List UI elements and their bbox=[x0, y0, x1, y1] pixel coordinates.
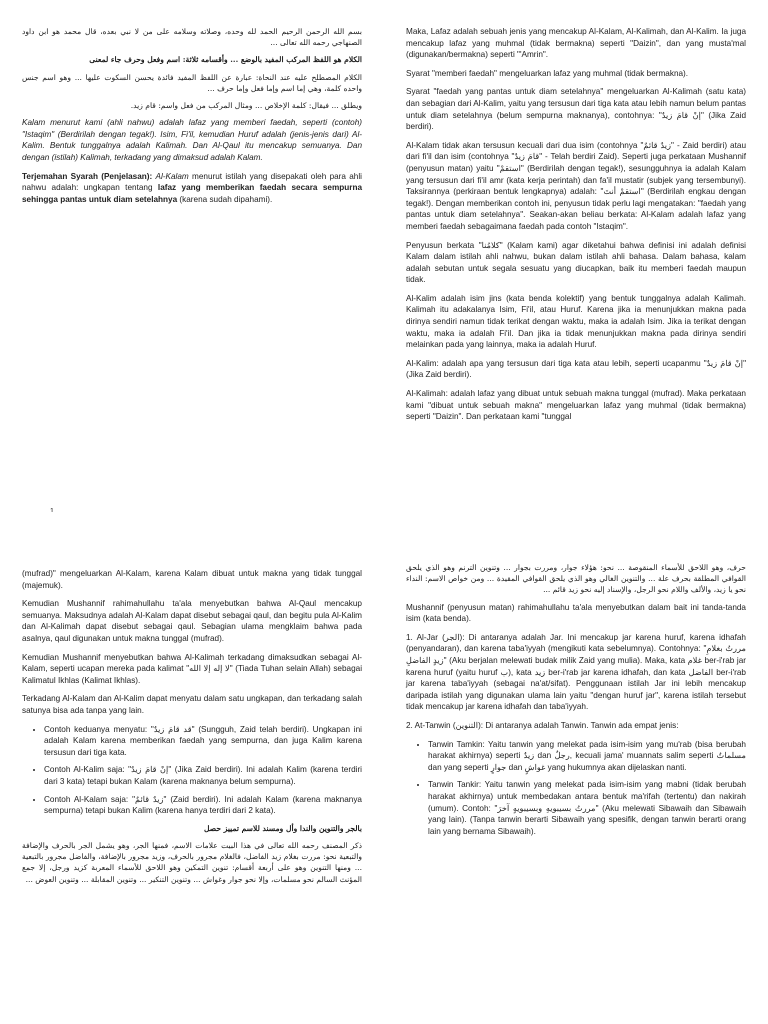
page-4-content bbox=[406, 562, 746, 843]
paragraph-tanda-isim: Mushannif (penyusun matan) rahimahullahu ta'ala menyebutkan dalam bait ini tanda-tanda isim (kata benda). bbox=[406, 602, 746, 624]
page-number: 1 bbox=[50, 508, 54, 512]
arabic-verse: بالجر والتنوين والندا وأل ومسند للاسم تمييز حصل bbox=[204, 823, 362, 833]
tanwin-list bbox=[406, 739, 746, 838]
translation-paragraph: Kalam menurut kami (ahli nahwu) adalah lafaz yang memberi faedah, seperti (contoh) "Istaqim" (Berdirilah dengan tegak!). Isim, Fi'il, kemudian Huruf adalah (jenis-jenis dari) Al-Kalim. Bentuk tunggalnya adalah Kalimah. Dan Al-Qaul itu mencakup semuanya. Dan dengan (istilah) Kalimah, terkadang yang dimaksud adalah Kalam. bbox=[22, 118, 362, 162]
arabic-body: الكلام المصطلح عليه عند النحاة: عبارة عن اللفظ المفيد فائدة يحسن السكوت عليها ... وهو اسم جنس واحده كلمة، وهي إما اسم وإما فعل وإما حرف ... bbox=[22, 72, 362, 93]
paragraph-al-jar: 1. Al-Jar (الجر): Di antaranya adalah Jar. Ini mencakup jar karena huruf, karena idhafah (penyandaran), dan karena taba'iyyah (mengikuti kata sebelumnya). Contohnya: "مررتُ بغلامِ زيدٍ الفاضلِ" (Aku berjalan melewati budak milik Zaid yang mulia). Maka, kata غلام ber-i'rab jar karena huruf (yaitu huruf ب), kata زيد ber-i'rab jar karena idhafah, dan kata الفاضل ber-i'rab jar karena taba'iyyah (sebagai na'at/sifat). Penggunaan istilah Jar ini lebih mencakup daripada istilah yang digunakan ulama lain yaitu "dengan huruf jar", karena istilah tersebut tidak mencakup jar karena idhafah dan taba'iyyah. bbox=[406, 632, 746, 712]
list-item: • Contoh Al-Kalim saja: "إنْ قامَ زيدٌ" (Jika Zaid berdiri). Ini adalah Kalim (karena terdiri dari 3 kata) tetapi bukan Kalam (karena maknanya belum sempurna). bbox=[44, 764, 362, 787]
paragraph-alqaul: Kemudian Mushannif rahimahullahu ta'ala menyebutkan bahwa Al-Qaul mencakup semuanya. Maksudnya adalah Al-Kalam dapat disebut sebagai qaul, dan begitu pula Al-Kalim dan Al-Kalimah dapat disebut sebagai qaul. Sebagian ulama mengklaim bahwa pada asalnya, qaul digunakan untuk makna tunggal (mufrad). bbox=[22, 599, 362, 643]
paragraph-at-tanwin: 2. At-Tanwin (التنوين): Di antaranya adalah Tanwin. Tanwin ada empat jenis: bbox=[406, 720, 679, 730]
paragraph-menyatu: Terkadang Al-Kalam dan Al-Kalim dapat menyatu dalam satu ungkapan, dan terkadang salah satunya bisa ada tanpa yang lain. bbox=[22, 694, 362, 715]
arabic-intro: بسم الله الرحمن الرحيم الحمد لله وحده، وصلاته وسلامه على من لا نبي بعده، قال محمد هو ابن داود الصنهاجي رحمه الله تعالى ... bbox=[22, 27, 362, 48]
paragraph-kalamuna: Penyusun berkata "كلامُنا" (Kalam kami) agar diketahui bahwa definisi ini adalah definisi Kalam dalam istilah ahli nahwu, bukan dalam istilah ahli bahasa. Dalam bahasa, kalam adalah sebutan untuk segala sesuatu yang diucapkan, baik itu memberi faedah maupun tidak. bbox=[406, 240, 746, 285]
page-2 bbox=[384, 0, 768, 512]
paragraph-kalam: Al-Kalam tidak akan tersusun kecuali dari dua isim (contohnya "زيدٌ قائمٌ" - Zaid berdiri) atau dari fi'il dan isim (contohnya "قامَ زيدٌ" - Telah berdiri Zaid). Seperti juga perkataan Mushannif (penyusun matan) yaitu "استقمْ" (Berdirilah dengan tegak!), sesungguhnya ia adalah Kalam yang tersusun dari fi'il amr (kata kerja perintah) dan fa'il mustatir (subjek yang tersembunyi). Taksirannya (perkiraan bentuk lengkapnya) adalah: "استقمْ أنتَ" (Berdirilah engkau dengan tegak!). Dengan memberikan contoh ini, penyusun tidak perlu lagi mengatakan: "faedah yang pantas untuk diam setelahnya". Seakan-akan beliau berkata: Al-Kalam adalah lafaz yang memberi faedah sebagaimana faedah pada contoh "Istaqim". bbox=[406, 140, 746, 231]
arabic-heading: الكلام هو اللفظ المركب المفيد بالوضع ... وأقسامه ثلاثة: اسم وفعل وحرف جاء لمعنى bbox=[89, 55, 362, 65]
example-list bbox=[22, 724, 362, 817]
page-1-content bbox=[22, 26, 362, 212]
syarah-paragraph bbox=[22, 171, 362, 206]
syarah-term: Al-Kalam bbox=[155, 171, 189, 181]
paragraph-alkalim-def: Al-Kalim: adalah apa yang tersusun dari tiga kata atau lebih, seperti ucapanmu "إنْ قامَ زيدٌ" (Jika Zaid berdiri). bbox=[406, 358, 746, 380]
syarah-definition: lafaz yang memberikan faedah secara sempurna sehingga pantas untuk diam setelahnya bbox=[22, 183, 362, 204]
list-item: • Contoh keduanya menyatu: "قد قامَ زيدٌ" (Sungguh, Zaid telah berdiri). Ungkapan ini adalah Kalam karena memberikan faedah yang sempurna, dan juga Kalim karena tersusun dari tiga kata. bbox=[44, 724, 362, 759]
list-item: • Tanwin Tankir: Yaitu tanwin yang melekat pada isim-isim yang mabni (tidak berubah harakat akhirnya) untuk membedakan antara bentuk ma'rifah (tertentu) dan nakirah (umum). Contoh: "مررتُ بسيبويهِ وبسيبويهٍ آخرَ" (Aku melewati Sibawaih dan Sibawaih yang lain). (Tanpa tanwin berarti Sibawaih yang spesifik, dengan tanwin berarti orang lain yang bernama Sibawaih). bbox=[428, 779, 746, 837]
arabic-commentary: ذكر المصنف رحمه الله تعالى في هذا البيت علامات الاسم، فمنها الجر، وهو يشمل الجر بالحرف والإضافة والتبعية نحو: مررت بغلام زيد الفاضل، فالغلام مجرور بالحرف، وزيد مجرور بالإضافة، والفاضل مجرور بالتبعية ... ومنها التنوين وهو على أربعة أقسام: تنوين التمكين وهو اللاحق للأسماء المعربة كزيد ورجل، إلا جمع المؤنث السالم نحو مسلمات، وإلا نحو جوار وغواش ... وتنوين التنكير ... وتنوين المقابلة ... وتنوين العوض ... bbox=[22, 840, 362, 884]
page-3-content bbox=[22, 568, 362, 891]
paragraph-mufrad: (mufrad)" mengeluarkan Al-Kalam, karena Kalam dibuat untuk makna yang tidak tunggal (majemuk). bbox=[22, 569, 362, 590]
list-item: • Contoh Al-Kalam saja: "زيدٌ قائمٌ" (Zaid berdiri). Ini adalah Kalam (karena maknanya sempurna) tetapi bukan Kalim (karena hanya terdiri dari 2 kata). bbox=[44, 794, 362, 817]
paragraph-alkalimah: Al-Kalimah: adalah lafaz yang dibuat untuk sebuah makna tunggal (mufrad). Maka perkataan kami "dibuat untuk sebuah makna" mengeluarkan lafaz yang muhmal (tidak bermakna) seperti "Daizin". Dan perkataan kami "tunggal bbox=[406, 389, 746, 422]
page-3 bbox=[0, 512, 384, 1024]
paragraph-kalimah: Kemudian Mushannif menyebutkan bahwa Al-Kalimah terkadang dimaksudkan sebagai Al-Kalam, seperti ucapan mereka pada kalimat "لا إله إلا الله" (Tiada Tuhan selain Allah) sebagai Kalimatul Ikhlas (Kalimat Ikhlas). bbox=[22, 652, 363, 685]
arabic-end: ويطلق ... فيقال: كلمة الإخلاص ... ومثال المركب من فعل واسم: قام زيد. bbox=[130, 101, 362, 111]
syarah-end: (karena sudah dipahami). bbox=[177, 194, 273, 204]
list-item: • Tanwin Tamkin: Yaitu tanwin yang melekat pada isim-isim yang mu'rab (bisa berubah harakat akhirnya) seperti زيدٌ dan رجلٌ, kecuali jama' muannats salim seperti مسلماتٌ dan yang seperti جوارٍ dan غواشٍ yang hukumnya akan dijelaskan nanti. bbox=[428, 739, 746, 774]
paragraph-faedah: Syarat "memberi faedah" mengeluarkan lafaz yang muhmal (tidak bermakna). bbox=[406, 68, 689, 78]
page-2-content bbox=[406, 26, 746, 430]
page-1 bbox=[0, 0, 384, 512]
paragraph-lafaz: Maka, Lafaz adalah sebuah jenis yang mencakup Al-Kalam, Al-Kalimah, dan Al-Kalim. Ia juga mencakup lafaz yang muhmal (tidak bermakna) seperti "Daizin", dan yang musta'mal (digunakan/bermakna) seperti "'Amrin". bbox=[406, 27, 746, 60]
paragraph-alkalim: Al-Kalim adalah isim jins (kata benda kolektif) yang bentuk tunggalnya adalah Kalimah. Kalimah itu adakalanya Isim, Fi'il, atau Huruf. Karena jika ia menunjukkan makna pada dirinya sendiri namun tidak terikat dengan waktu, maka ia adalah Isim. Jika ia terikat dengan waktu, maka ia adalah Fi'il. Dan jika ia tidak menunjukkan makna pada dirinya sendiri melainkan pada yang lainnya, maka ia adalah Huruf. bbox=[406, 293, 746, 350]
page-4 bbox=[384, 512, 768, 1024]
arabic-commentary-top: حرف، وهو اللاحق للأسماء المنقوصة ... نحو: هؤلاء جوار، ومررت بجوار ... وتنوين الترنم وهو الذي يلحق القوافي المطلقة بحرف علة ... والتنوين الغالي وهو الذي يلحق القوافي المقيدة ... ومن خواص الاسم: النداء نحو يا زيد، والألف واللام نحو الرجل، والإسناد إليه نحو زيد قائم ... bbox=[406, 563, 746, 595]
syarah-label: Terjemahan Syarah (Penjelasan): bbox=[22, 171, 153, 181]
syarah-text: menurut istilah yang disepakati oleh para ahli nahwu adalah: ungkapan tentang bbox=[22, 171, 363, 193]
paragraph-diam: Syarat "faedah yang pantas untuk diam setelahnya" mengeluarkan Al-Kalimah (satu kata) dan sebagian dari Al-Kalim, yaitu yang tersusun dari tiga kata atau lebih namun belum pantas untuk diam setelahnya (belum sempurna maknanya), contohnya: "إنْ قامَ زيدٌ" (Jika Zaid berdiri). bbox=[406, 87, 746, 132]
